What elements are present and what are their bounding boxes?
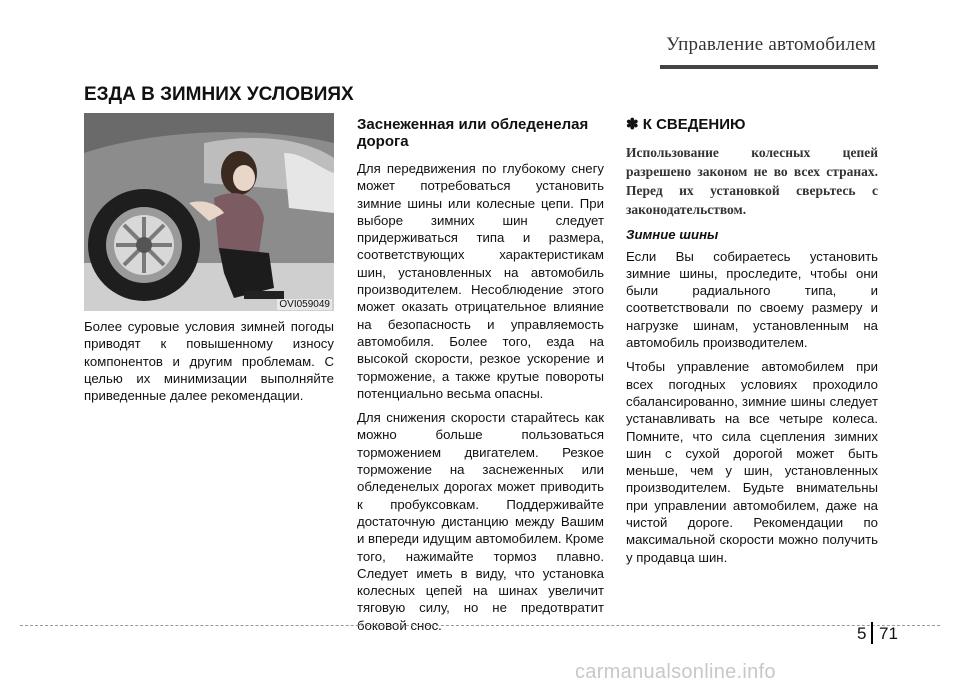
footer-rule bbox=[20, 625, 940, 626]
snow-road-paragraph-2: Для снижения скорости старайтесь как можно больше пользоваться торможением двигателем. Резкое торможение на заснеженных или обледенелых дорогах может приводить к пробуксовкам. Поддерживайте достаточную дистанцию между Вашим и впереди идущим автомобилем. Кроме того, нажимайте тормоз плавно. Следует иметь в виду, что установка колесных цепей на шинах увеличит тяговую силу, но не предотвратит боковой снос. bbox=[357, 410, 604, 633]
section-title: ЕЗДА В ЗИМНИХ УСЛОВИЯХ bbox=[84, 84, 354, 105]
watermark: carmanualsonline.info bbox=[575, 661, 776, 683]
page-number: 71 bbox=[879, 624, 898, 643]
header-rule bbox=[660, 65, 878, 69]
page-number-divider bbox=[871, 622, 873, 644]
winter-tires-paragraph-2: Чтобы управление автомобилем при всех погодных условиях проходило сбалансированно, зимние шины следует устанавливать на все четыре колеса. Помните, что сила сцепления зимних шин с сухой дорогой может быть меньше, чем у шин, установленных производителем. Будьте внимательны при управлении автомобилем, даже на чистой дороге. Рекомендации по максимальной скорости можно получить у продавца шин. bbox=[626, 359, 878, 565]
figure-code: OVI059049 bbox=[279, 299, 330, 310]
header-title: Управление автомобилем bbox=[666, 34, 876, 55]
note-heading bbox=[626, 116, 878, 133]
column-snow-road bbox=[357, 116, 604, 641]
winter-tires-paragraph-1: Если Вы собираетесь установить зимние шины, проследите, чтобы они были радиального типа, и соответствовали по своему размеру и нагрузке шинам, установленным на автомобиль производителем. bbox=[626, 248, 878, 351]
snow-road-paragraph-1: Для передвижения по глубокому снегу может потребоваться установить зимние шины или колесные цепи. При выборе зимних шин следует придерживаться типа и размера, соответствующих характеристикам шин, установленных на автомобиль производителем. Несоблюдение этого может оказать отрицательное влияние на безопасность и управляемость автомобиля. Более того, езда на высокой скорости, резкое ускорение и торможение, а также крутые повороты потенциально весьма опасны. bbox=[357, 161, 604, 401]
woman-at-wheel-illustration bbox=[84, 113, 334, 311]
winter-tires-heading: Зимние шины bbox=[626, 227, 719, 243]
column-note bbox=[626, 116, 878, 573]
note-text: Использование колесных цепей разрешено законом не во всех странах. Перед их установкой сверьтесь с законодательством. bbox=[626, 145, 878, 218]
intro-paragraph: Более суровые условия зимней погоды приводят к повышенному износу компонентов и другим проблемам. С целью их минимизации выполняйте приведенные далее рекомендации. bbox=[84, 319, 334, 404]
note-symbol-icon: ✽ bbox=[626, 116, 639, 133]
section-number: 5 bbox=[857, 624, 867, 643]
column-intro bbox=[84, 318, 334, 411]
note-heading-text: К СВЕДЕНИЮ bbox=[642, 116, 746, 133]
tire-change-illustration bbox=[84, 113, 334, 311]
snow-road-heading: Заснеженная или обледенелая дорога bbox=[357, 116, 589, 150]
